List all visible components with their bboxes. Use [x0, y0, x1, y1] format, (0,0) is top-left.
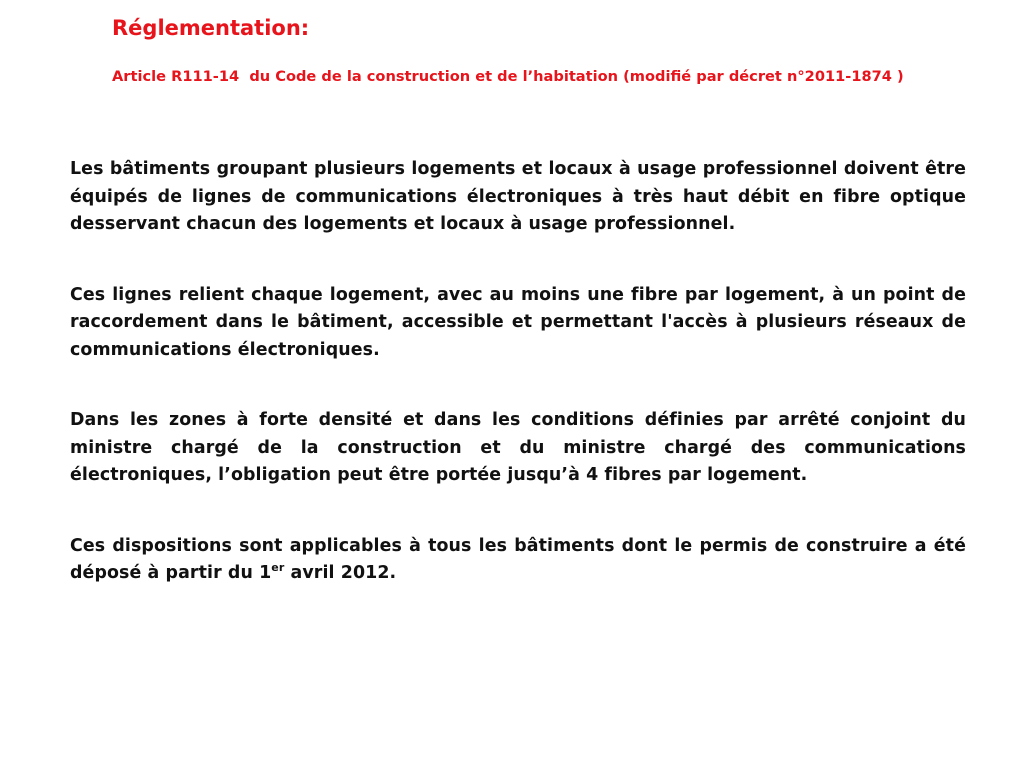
- slide-body: [70, 156, 966, 631]
- slide-title: Réglementation:: [112, 16, 310, 40]
- paragraph-1: Les bâtiments groupant plusieurs logements et locaux à usage professionnel doivent être équipés de lignes de communications électroniques à très haut débit en fibre optique desservant chacun des logements et locaux à usage professionnel.: [70, 159, 966, 234]
- paragraph-4: [70, 533, 966, 588]
- paragraph-2: Ces lignes relient chaque logement, avec au moins une fibre par logement, à un point de raccordement dans le bâtiment, accessible et permettant l'accès à plusieurs réseaux de communications électroniques.: [70, 284, 966, 360]
- article-reference: Article R111-14 du Code de la construction et de l’habitation (modifié par décret n°2011-1874 ): [112, 68, 904, 85]
- paragraph-3: Dans les zones à forte densité et dans les conditions définies par arrêté conjoint du ministre chargé de la construction et du ministre chargé des communications électroniques, l’obligation peut être portée jusqu’à 4 fibres par logement.: [70, 410, 966, 485]
- paragraph-4-date: avril 2012.: [284, 563, 397, 583]
- ordinal-superscript: er: [271, 561, 285, 575]
- paragraph-4-text: Ces dispositions sont applicables à tous les bâtiments dont le permis de construire a été déposé à partir du 1: [70, 535, 966, 583]
